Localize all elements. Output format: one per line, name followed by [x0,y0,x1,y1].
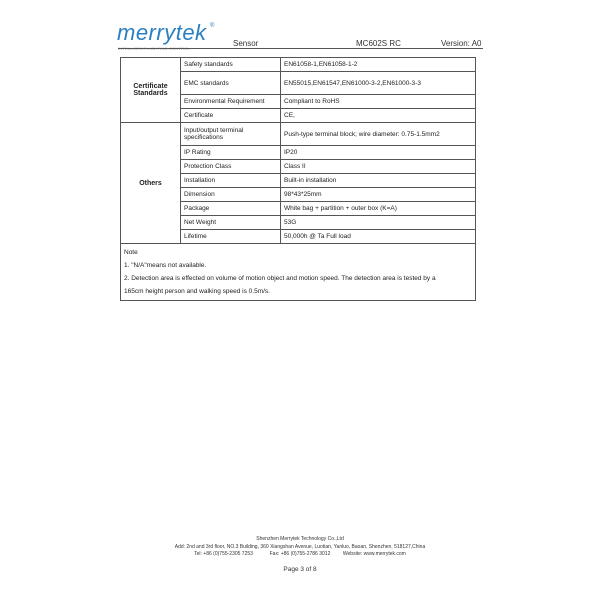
footer-website[interactable]: Website: www.merrytek.com [342,551,406,557]
spec-value: 53G [281,216,476,230]
company-logo [117,20,215,51]
spec-item: IP Rating [181,146,281,160]
table-row [121,58,476,72]
spec-value: Compliant to RoHS [281,95,476,109]
notes-title: Note [124,249,138,256]
spec-item: Environmental Requirement [181,95,281,109]
spec-item: Package [181,202,281,216]
group-label: Others [121,123,181,244]
notes-cell [121,244,476,301]
logo-wordmark: merrytek [117,20,207,45]
notes-row [121,244,476,301]
spec-item: Input/output terminal specifications [181,123,281,146]
note-line: 2. Detection area is effected on volume of motion object and motion speed. The detection area is tested by a [124,275,436,282]
spec-item: Lifetime [181,230,281,244]
spec-item: Protection Class [181,160,281,174]
footer-company: Shenzhen Merrytek Technology Co.,Ltd [256,536,344,542]
spec-value: Class II [281,160,476,174]
spec-value: IP20 [281,146,476,160]
spec-value: 98*43*25mm [281,188,476,202]
doc-type: Sensor [233,39,259,48]
note-line: 1. "N/A"means not available. [124,262,207,269]
header-divider [118,48,483,49]
spec-item: Certificate [181,109,281,123]
spec-item: Installation [181,174,281,188]
spec-value: EN55015,EN61547,EN61000-3-2,EN61000-3-3 [281,72,476,95]
spec-value: Push-type terminal block; wire diameter: 0.75-1.5mm2 [281,123,476,146]
spec-value: 50,000h @ Ta Full load [281,230,476,244]
spec-value: EN61058-1,EN61058-1-2 [281,58,476,72]
model-number: MC602S RC [356,39,401,48]
page-number: Page 3 of 8 [283,566,317,573]
logo-tagline: INTELLIGENT LIGHTING CONTROL [118,46,190,51]
spec-value: White bag + partition + outer box (K=A) [281,202,476,216]
group-label: Certificate Standards [121,58,181,123]
spec-item: Dimension [181,188,281,202]
footer-contacts [0,551,600,557]
spec-item: Safety standards [181,58,281,72]
note-line: 165cm height person and walking speed is 0.5m/s. [124,288,270,295]
spec-item: EMC standards [181,72,281,95]
footer-tel: Tel: +86 (0)755-2305 7253 [194,551,253,557]
version: Version: A0 [441,39,482,48]
footer-address: Add: 2nd and 3rd floor, NO.3 Building, 360 Xiangshan Avenue, Luotian, Yanluo, Baoan, Shenzhen, 518127,China [174,544,426,550]
footer-fax: Fax: +86 (0)755-2786 3012 [269,551,331,557]
logo-registered-mark: ® [210,23,215,29]
spec-value: Built-in installation [281,174,476,188]
spec-value: CE, [281,109,476,123]
spec-item: Net Weight [181,216,281,230]
table-row [121,123,476,146]
spec-table [120,57,476,301]
